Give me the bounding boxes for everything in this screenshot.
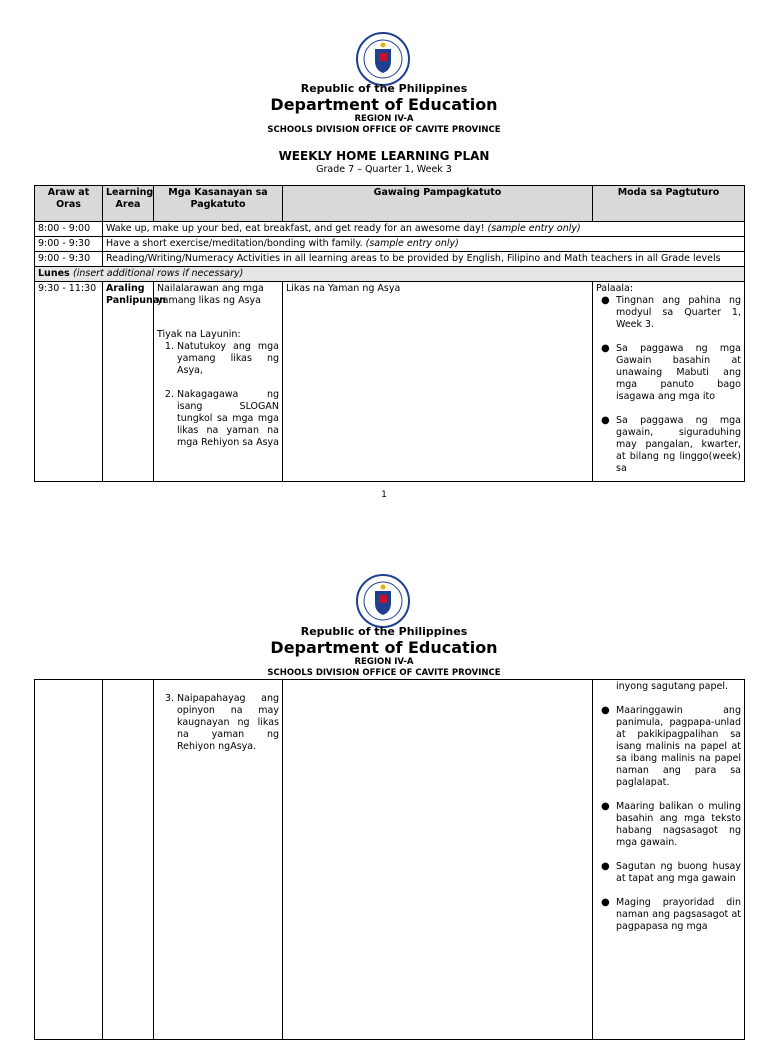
row-time: 9:30 - 11:30 xyxy=(35,282,103,482)
row-competency xyxy=(154,680,283,1040)
objectives-list xyxy=(157,693,279,753)
row-competency xyxy=(154,282,283,482)
division-text: SCHOOLS DIVISION OFFICE OF CAVITE PROVINCE xyxy=(267,125,501,135)
schedule-row xyxy=(35,252,745,267)
row-activity xyxy=(283,680,593,1040)
table-header-row xyxy=(35,186,745,222)
col-header-area: Learning Area xyxy=(103,186,154,222)
row-time xyxy=(35,680,103,1040)
schedule-time: 9:00 - 9:30 xyxy=(35,252,103,267)
deped-seal-icon xyxy=(356,32,410,86)
deped-seal-icon xyxy=(356,574,410,628)
note-item: ● Maging prayoridad din naman ang pagsasagot at pagpapasa ng mga xyxy=(616,897,741,933)
learning-plan-table xyxy=(34,185,745,482)
note-item: ● Sa paggawa ng mga gawain, siguraduhing may pangalan, kwarter, at bilang ng linggo(week) sa xyxy=(616,415,741,475)
plan-title: WEEKLY HOME LEARNING PLAN xyxy=(278,149,490,163)
schedule-row xyxy=(35,222,745,237)
note-item: ● Maaring balikan o muling basahin ang mga teksto habang nagsasagot ng mga gawain. xyxy=(616,801,741,849)
notes-list xyxy=(596,705,741,933)
objective-item: 2. Nakagagawa ng isang SLOGAN tungkol sa mga mga likas na yaman na mga Rehiyon sa Asya xyxy=(177,389,279,449)
row-mode xyxy=(593,680,745,1040)
republic-text: Republic of the Philippines xyxy=(300,625,468,638)
schedule-time: 8:00 - 9:00 xyxy=(35,222,103,237)
schedule-text: Wake up, make up your bed, eat breakfast, and get ready for an awesome day! (sample entry only) xyxy=(103,222,745,237)
learning-plan-table-continued xyxy=(34,679,745,1040)
note-continued: inyong sagutang papel. xyxy=(616,681,728,692)
division-text: SCHOOLS DIVISION OFFICE OF CAVITE PROVINCE xyxy=(267,668,501,678)
table-row xyxy=(35,680,745,1040)
note-item: ● Tingnan ang pahina ng modyul sa Quarter 1, Week 3. xyxy=(616,295,741,331)
note-item: ● Sagutan ng buong husay at tapat ang mga gawain xyxy=(616,861,741,885)
department-title: Department of Education xyxy=(270,95,498,114)
col-header-activity: Gawaing Pampagkatuto xyxy=(283,186,593,222)
schedule-time: 9:00 - 9:30 xyxy=(35,237,103,252)
objective-item: 3. Naipapahayag ang opinyon na may kaugnayan ng likas na yaman ng Rehiyon ngAsya. xyxy=(177,693,279,753)
table-row xyxy=(35,282,745,482)
schedule-text: Have a short exercise/meditation/bonding with family. (sample entry only) xyxy=(103,237,745,252)
objectives-list xyxy=(157,341,279,449)
plan-subtitle: Grade 7 – Quarter 1, Week 3 xyxy=(316,164,452,175)
schedule-text: Reading/Writing/Numeracy Activities in all learning areas to be provided by English, Filipino and Math teachers in all Grade levels xyxy=(103,252,745,267)
competency-text: Nailalarawan ang mga yamang likas ng Asya xyxy=(157,283,264,306)
row-learning-area: Araling Panlipunan xyxy=(103,282,154,482)
col-header-time: Araw at Oras xyxy=(35,186,103,222)
mode-label: Palaala: xyxy=(596,283,634,294)
region-text: REGION IV-A xyxy=(354,657,414,667)
note-item: ● Sa paggawa ng mga Gawain basahin at unawaing Mabuti ang mga panuto bago isagawa ang mga ito xyxy=(616,343,741,403)
row-learning-area xyxy=(103,680,154,1040)
row-activity: Likas na Yaman ng Asya xyxy=(283,282,593,482)
objective-item: 1. Natutukoy ang mga yamang likas ng Asya, xyxy=(177,341,279,377)
objectives-label: Tiyak na Layunin: xyxy=(157,329,241,340)
notes-list xyxy=(596,295,741,475)
row-mode xyxy=(593,282,745,482)
page-number: 1 xyxy=(381,490,387,500)
department-title: Department of Education xyxy=(270,638,498,657)
note-item: ● Maaringgawin ang panimula, pagpapa-unlad at pakikipagpalihan sa isang malinis na papel at sa ibang malinis na papel naman ang para sa paglalapat. xyxy=(616,705,741,789)
col-header-competency: Mga Kasanayan sa Pagkatuto xyxy=(154,186,283,222)
col-header-mode: Moda sa Pagtuturo xyxy=(593,186,745,222)
region-text: REGION IV-A xyxy=(354,114,414,124)
day-row xyxy=(35,267,745,282)
day-label: Lunes (insert additional rows if necessary) xyxy=(35,267,745,282)
schedule-row xyxy=(35,237,745,252)
republic-text: Republic of the Philippines xyxy=(300,82,468,95)
